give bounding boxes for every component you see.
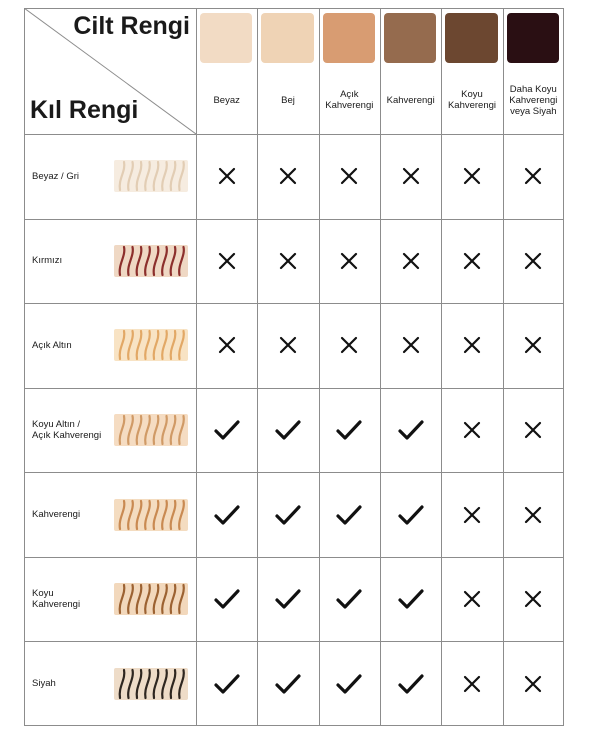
compat-cell [257, 134, 318, 219]
check-stroke [216, 676, 238, 692]
compat-cell [380, 388, 441, 473]
skin-tone-label: Daha Koyu Kahverengi veya Siyah [509, 83, 558, 117]
check-stroke [400, 507, 422, 523]
check-icon [336, 504, 362, 526]
x-stroke [526, 508, 540, 522]
compat-cell [257, 303, 318, 388]
x-stroke [465, 592, 479, 606]
x-stroke [281, 338, 295, 352]
compat-cell [503, 303, 564, 388]
x-stroke [220, 169, 234, 183]
x-icon [218, 252, 236, 270]
hair-color-label: Koyu Kahverengi [32, 588, 81, 611]
compat-cell [503, 557, 564, 642]
check-icon [214, 588, 240, 610]
check-stroke [338, 507, 360, 523]
compat-cell [319, 641, 380, 726]
check-icon [398, 673, 424, 695]
skin-swatch [384, 13, 436, 63]
compat-cell [319, 472, 380, 557]
check-stroke [277, 422, 299, 438]
x-stroke [465, 254, 479, 268]
x-icon [463, 252, 481, 270]
x-icon [524, 336, 542, 354]
compat-cell [319, 134, 380, 219]
hair-swatch [114, 329, 188, 361]
x-icon [463, 421, 481, 439]
compat-cell [441, 472, 502, 557]
skin-swatch [200, 13, 252, 63]
skin-tone-label: Bej [281, 94, 295, 106]
x-stroke [526, 677, 540, 691]
check-stroke [400, 591, 422, 607]
compat-cell [257, 472, 318, 557]
skin-tone-label: Açık Kahverengi [325, 89, 374, 111]
compat-cell [319, 303, 380, 388]
x-stroke [526, 169, 540, 183]
compatibility-table [24, 8, 564, 726]
skin-tone-label: Koyu Kahverengi [447, 89, 497, 111]
check-icon [275, 588, 301, 610]
x-icon [218, 336, 236, 354]
x-stroke [220, 338, 234, 352]
compat-cell [503, 472, 564, 557]
hair-color-label: Siyah [32, 678, 56, 690]
x-stroke [465, 338, 479, 352]
compat-cell [380, 219, 441, 304]
check-stroke [216, 422, 238, 438]
compat-cell [380, 557, 441, 642]
check-icon [214, 504, 240, 526]
check-icon [214, 673, 240, 695]
compat-cell [503, 134, 564, 219]
compat-cell [441, 219, 502, 304]
x-icon [279, 167, 297, 185]
hair-color-label: Açık Altın [32, 339, 72, 351]
x-stroke [404, 254, 418, 268]
x-stroke [526, 338, 540, 352]
check-stroke [277, 507, 299, 523]
compat-cell [196, 472, 257, 557]
skin-color-title: Cilt Rengi [73, 12, 190, 40]
compat-cell [196, 303, 257, 388]
check-icon [336, 673, 362, 695]
x-icon [218, 167, 236, 185]
x-icon [340, 167, 358, 185]
check-stroke [277, 676, 299, 692]
x-icon [340, 252, 358, 270]
check-icon [275, 419, 301, 441]
check-icon [398, 504, 424, 526]
hair-swatch [114, 414, 188, 446]
x-stroke [342, 338, 356, 352]
x-stroke [281, 169, 295, 183]
x-stroke [526, 254, 540, 268]
check-stroke [338, 422, 360, 438]
check-stroke [338, 591, 360, 607]
check-icon [214, 419, 240, 441]
compat-cell [257, 641, 318, 726]
x-icon [279, 252, 297, 270]
hair-swatch [114, 583, 188, 615]
skin-swatch [323, 13, 375, 63]
x-stroke [465, 423, 479, 437]
check-stroke [400, 422, 422, 438]
x-icon [340, 336, 358, 354]
hair-swatch [114, 499, 188, 531]
compat-cell [319, 557, 380, 642]
check-icon [275, 673, 301, 695]
check-icon [336, 588, 362, 610]
skin-swatch [445, 13, 497, 63]
compat-cell [441, 641, 502, 726]
x-icon [524, 252, 542, 270]
x-stroke [465, 508, 479, 522]
compat-cell [441, 388, 502, 473]
hair-color-title: Kıl Rengi [30, 96, 139, 124]
x-icon [524, 421, 542, 439]
x-icon [279, 336, 297, 354]
x-stroke [465, 169, 479, 183]
x-icon [463, 590, 481, 608]
compat-cell [441, 557, 502, 642]
x-stroke [220, 254, 234, 268]
skin-swatch [507, 13, 559, 63]
compat-cell [380, 303, 441, 388]
check-icon [275, 504, 301, 526]
check-stroke [338, 676, 360, 692]
hair-swatch [114, 160, 188, 192]
x-stroke [404, 338, 418, 352]
compat-cell [503, 388, 564, 473]
x-icon [463, 167, 481, 185]
hair-color-label: Beyaz / Gri [32, 170, 79, 182]
check-stroke [216, 591, 238, 607]
compat-cell [196, 557, 257, 642]
x-icon [524, 506, 542, 524]
x-stroke [342, 169, 356, 183]
x-icon [524, 590, 542, 608]
skin-tone-label: Kahverengi [386, 94, 435, 106]
compat-cell [319, 388, 380, 473]
hair-color-label: Koyu Altın / Açık Kahverengi [32, 418, 102, 441]
x-stroke [526, 592, 540, 606]
compat-cell [503, 219, 564, 304]
check-stroke [400, 676, 422, 692]
compat-cell [196, 388, 257, 473]
x-icon [402, 336, 420, 354]
x-icon [463, 336, 481, 354]
compat-cell [196, 641, 257, 726]
compat-cell [196, 134, 257, 219]
compat-cell [196, 219, 257, 304]
x-icon [402, 252, 420, 270]
x-stroke [465, 677, 479, 691]
x-stroke [342, 254, 356, 268]
compat-cell [441, 134, 502, 219]
hair-swatch [114, 668, 188, 700]
skin-tone-label: Beyaz [213, 94, 240, 106]
compat-cell [380, 641, 441, 726]
grid-border-top [24, 8, 564, 9]
compat-cell [380, 134, 441, 219]
compat-cell [503, 641, 564, 726]
x-stroke [404, 169, 418, 183]
hair-swatch [114, 245, 188, 277]
check-stroke [216, 507, 238, 523]
compat-cell [257, 388, 318, 473]
skin-swatch [261, 13, 313, 63]
x-stroke [526, 423, 540, 437]
check-icon [336, 419, 362, 441]
check-stroke [277, 591, 299, 607]
hair-color-label: Kırmızı [32, 255, 63, 267]
x-icon [524, 675, 542, 693]
x-icon [402, 167, 420, 185]
compat-cell [441, 303, 502, 388]
compat-cell [380, 472, 441, 557]
hair-color-label: Kahverengi [32, 509, 81, 521]
x-icon [524, 167, 542, 185]
x-icon [463, 675, 481, 693]
check-icon [398, 419, 424, 441]
compat-cell [257, 219, 318, 304]
x-stroke [281, 254, 295, 268]
compat-cell [319, 219, 380, 304]
check-icon [398, 588, 424, 610]
x-icon [463, 506, 481, 524]
compat-cell [257, 557, 318, 642]
grid-border-left [24, 8, 25, 726]
